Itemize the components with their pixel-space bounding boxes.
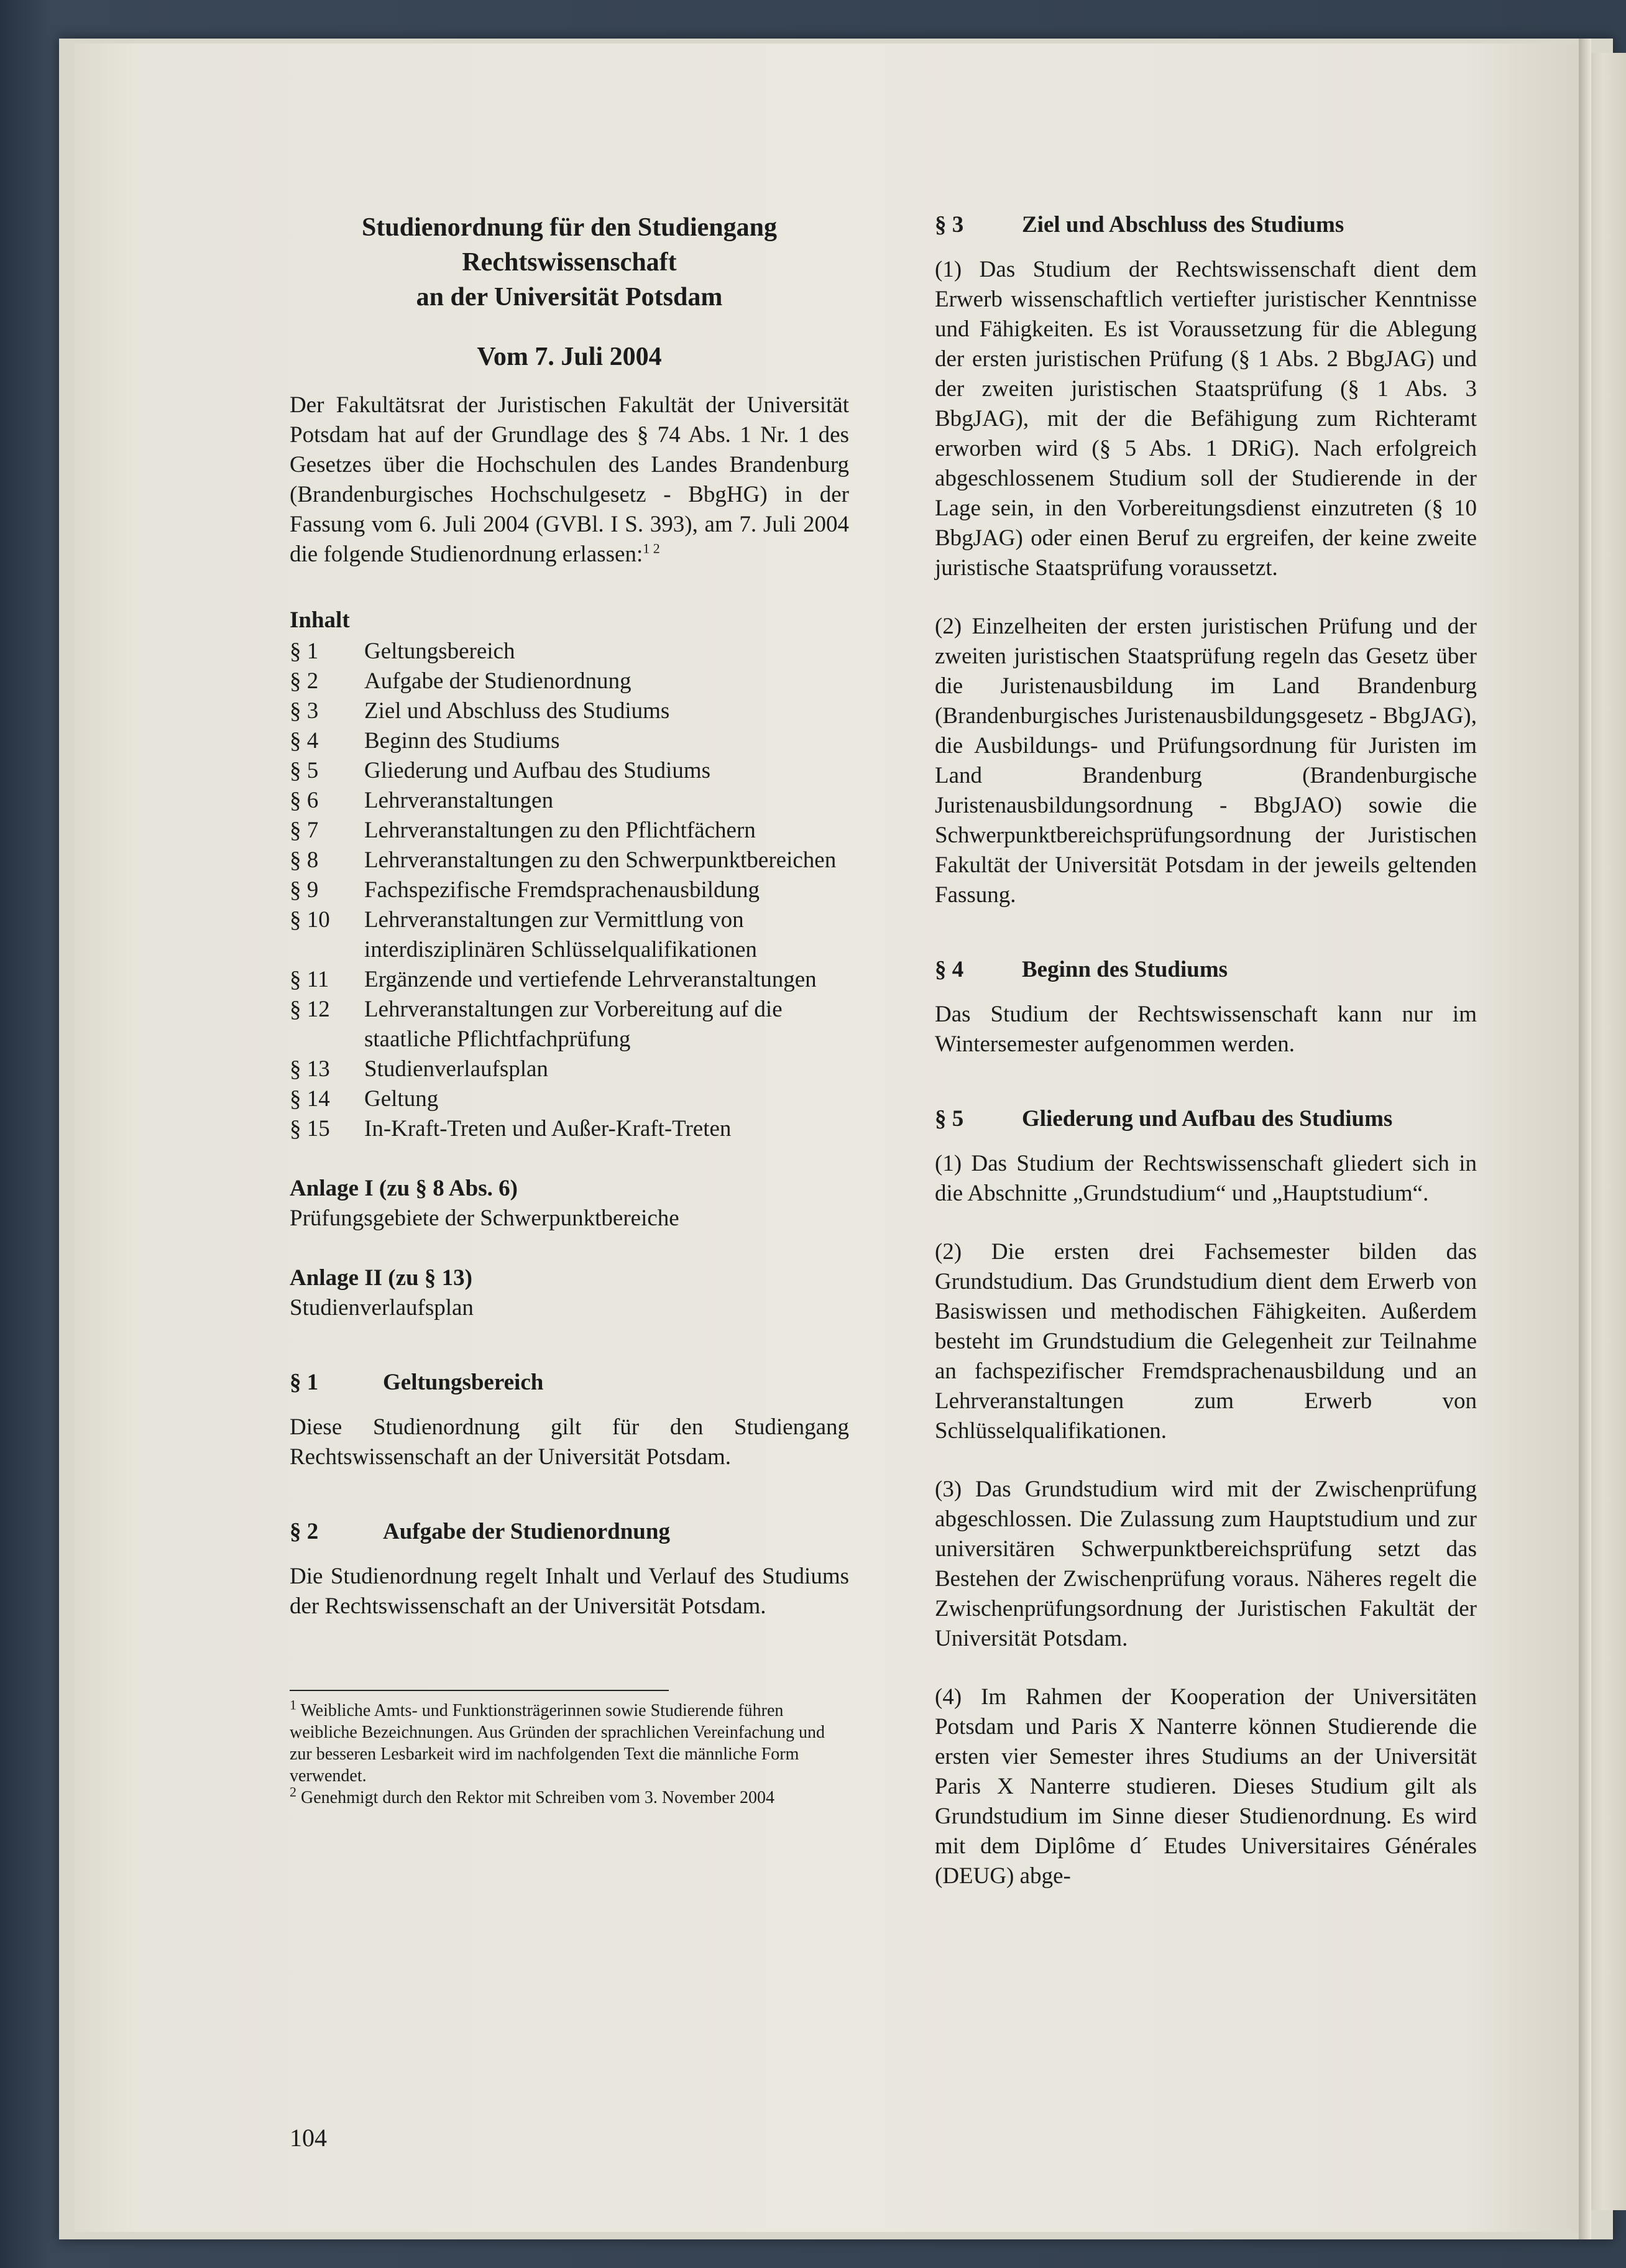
section-title: Beginn des Studiums <box>1022 957 1228 982</box>
toc-item <box>290 1114 849 1144</box>
footnote-mark: 2 <box>290 1784 296 1800</box>
toc-item-number: § 11 <box>290 967 329 992</box>
toc-item-number: § 1 <box>290 638 319 664</box>
toc-item <box>290 696 849 726</box>
section-1-text: Diese Studienordnung gilt für den Studiengang Rechtswissenschaft an der Universität Potsdam. <box>290 1414 849 1470</box>
toc-item-number: § 10 <box>290 907 330 933</box>
section-5-heading <box>935 1104 1477 1134</box>
section-title: Aufgabe der Studienordnung <box>383 1519 670 1544</box>
toc-item-number: § 13 <box>290 1056 330 1082</box>
toc-item <box>290 995 849 1054</box>
toc-item-number: § 8 <box>290 847 319 873</box>
toc-item-title: Lehrveranstaltungen <box>364 788 554 813</box>
toc-item-number: § 14 <box>290 1086 330 1112</box>
section-number: § 4 <box>935 957 964 982</box>
toc-item <box>290 816 849 846</box>
annex-2-subtitle: Studienverlaufsplan <box>290 1295 474 1321</box>
toc-heading: Inhalt <box>290 607 350 633</box>
section-3-paragraph-1: (1) Das Studium der Rechtswissenschaft dient dem Erwerb wissenschaftlich vertiefter juristischer Kenntnisse und Fähigkeiten. Es ist Voraussetzung für die Ablegung der ersten juristischen Prüfung (§ 1 Abs. 2 BbgJAG) und der zweiten juristischen Staatsprüfung (§ 1 Abs. 3 BbgJAG), mit der die Befähigung zum Richteramt erworben wird (§ 5 Abs. 1 DRiG). Nach erfolgreich abgeschlossenem Studium soll der Studierende in der Lage sein, in den Vorbereitungsdienst einzutreten (§ 10 BbgJAG) oder einen Beruf zu ergreifen, der keine zweite juristische Staatsprüfung voraussetzt. <box>935 257 1477 581</box>
footnote-1 <box>290 1697 849 1787</box>
annex-2-title: Anlage II (zu § 13) <box>290 1265 472 1291</box>
toc-item <box>290 1084 849 1114</box>
toc-item-number: § 9 <box>290 877 319 903</box>
annex-1-subtitle: Prüfungsgebiete der Schwerpunktbereiche <box>290 1205 679 1231</box>
page-number: 104 <box>290 2124 327 2152</box>
section-2-heading <box>290 1517 849 1547</box>
right-column <box>935 210 1477 1891</box>
toc-item <box>290 905 849 965</box>
toc-item <box>290 756 849 786</box>
section-number: § 2 <box>290 1519 319 1544</box>
section-number: § 5 <box>935 1106 964 1132</box>
toc-item-title: Fachspezifische Fremdsprachenausbildung <box>364 877 760 903</box>
toc-item-number: § 4 <box>290 728 319 754</box>
section-5-paragraph-1: (1) Das Studium der Rechtswissenschaft gliedert sich in die Abschnitte „Grundstudium“ und „Hauptstudium“. <box>935 1151 1477 1206</box>
section-3-paragraph-2: (2) Einzelheiten der ersten juristischen Prüfung und der zweiten juristischen Staatsprüfung regeln das Gesetz über die Juristenausbildung im Land Brandenburg (Brandenburgisches Juristenausbildungsgesetz - BbgJAG), die Ausbildungs- und Prüfungsordnung für Juristen im Land Brandenburg (Brandenburgische Juristenausbildungsordnung - BbgJAO) sowie die Schwerpunktbereichsprüfungsordnung der Juristischen Fakultät der Universität Potsdam in der jeweils geltenden Fassung. <box>935 614 1477 908</box>
section-2-text: Die Studienordnung regelt Inhalt und Verlauf des Studiums der Rechtswissenschaft an der Universität Potsdam. <box>290 1564 849 1619</box>
section-number: § 3 <box>935 212 964 237</box>
toc-item-title: Lehrveranstaltungen zur Vermittlung von interdisziplinären Schlüsselqualifikationen <box>364 907 757 962</box>
section-5-paragraph-4: (4) Im Rahmen der Kooperation der Universitäten Potsdam und Paris X Nanterre können Studierende die ersten vier Semester ihres Studiums an der Universität Paris X Nanterre studieren. Dieses Studium gilt als Grundstudium im Sinne dieser Studienordnung. Es wird mit dem Diplôme d´ Etudes Universitaires Générales (DEUG) abge- <box>935 1684 1477 1889</box>
toc-item <box>290 875 849 905</box>
toc-item-number: § 7 <box>290 818 319 843</box>
toc-item <box>290 726 849 756</box>
toc-item <box>290 637 849 666</box>
toc-item <box>290 786 849 816</box>
toc-item <box>290 846 849 875</box>
preamble-footnote-marks: 1 2 <box>643 540 660 556</box>
document-date: Vom 7. Juli 2004 <box>477 343 662 371</box>
document-title: Studienordnung für den Studiengang Rechtswissenschaft an der Universität Potsdam <box>362 213 777 311</box>
toc-item-title: Gliederung und Aufbau des Studiums <box>364 758 711 783</box>
section-4-text: Das Studium der Rechtswissenschaft kann nur im Wintersemester aufgenommen werden. <box>935 1002 1477 1057</box>
toc-item-number: § 15 <box>290 1116 330 1141</box>
toc-item-title: In-Kraft-Treten und Außer-Kraft-Treten <box>364 1116 732 1141</box>
toc-item-title: Ziel und Abschluss des Studiums <box>364 698 670 724</box>
toc-item-number: § 3 <box>290 698 319 724</box>
toc-item-title: Lehrveranstaltungen zu den Schwerpunktbereichen <box>364 847 837 873</box>
footnote-text: Genehmigt durch den Rektor mit Schreiben vom 3. November 2004 <box>301 1788 775 1807</box>
section-1-heading <box>290 1368 849 1398</box>
toc-item-number: § 5 <box>290 758 319 783</box>
section-title: Ziel und Abschluss des Studiums <box>1022 212 1344 237</box>
toc-item-number: § 2 <box>290 668 319 694</box>
toc-item <box>290 965 849 995</box>
toc-item-number: § 6 <box>290 788 319 813</box>
footnote-2 <box>290 1784 849 1809</box>
toc-item-title: Studienverlaufsplan <box>364 1056 548 1082</box>
footnote-text: Weibliche Amts- und Funktionsträgerinnen sowie Studierende führen weibliche Bezeichnungen. Aus Gründen der sprachlichen Vereinfachung und zur besseren Lesbarkeit wird im nachfolgenden Text die männliche Form verwendet. <box>290 1701 825 1786</box>
section-title: Gliederung und Aufbau des Studiums <box>1022 1106 1393 1132</box>
section-number: § 1 <box>290 1370 319 1395</box>
toc-item-title: Aufgabe der Studienordnung <box>364 668 632 694</box>
left-column <box>290 210 849 1809</box>
toc-item-title: Ergänzende und vertiefende Lehrveranstaltungen <box>364 967 817 992</box>
section-5-paragraph-2: (2) Die ersten drei Fachsemester bilden das Grundstudium. Das Grundstudium dient dem Erwerb von Basiswissen und methodischen Fähigkeiten. Außerdem besteht im Grundstudium die Gelegenheit zur Teilnahme an fachspezifischer Fremdsprachenausbildung und an Lehrveranstaltungen zum Erwerb von Schlüsselqualifikationen. <box>935 1239 1477 1444</box>
toc-item-title: Lehrveranstaltungen zu den Pflichtfächern <box>364 818 756 843</box>
preamble <box>290 390 849 569</box>
toc-item <box>290 666 849 696</box>
toc-item-number: § 12 <box>290 997 330 1022</box>
section-4-heading <box>935 955 1477 985</box>
table-of-contents <box>290 637 849 1144</box>
toc-item <box>290 1054 849 1084</box>
toc-item-title: Lehrveranstaltungen zur Vorbereitung auf die staatliche Pflichtfachprüfung <box>364 997 783 1052</box>
toc-item-title: Beginn des Studiums <box>364 728 560 754</box>
footnote-divider <box>290 1690 669 1691</box>
footnote-mark: 1 <box>290 1697 296 1713</box>
section-3-heading <box>935 210 1477 240</box>
toc-item-title: Geltungsbereich <box>364 638 515 664</box>
annex-1-title: Anlage I (zu § 8 Abs. 6) <box>290 1176 518 1201</box>
section-5-paragraph-3: (3) Das Grundstudium wird mit der Zwischenprüfung abgeschlossen. Die Zulassung zum Hauptstudium und zur universitären Schwerpunktbereichsprüfung setzt das Bestehen der Zwischenprüfung voraus. Näheres regelt die Zwischenprüfungsordnung der Juristischen Fakultät der Universität Potsdam. <box>935 1477 1477 1651</box>
preamble-text: Der Fakultätsrat der Juristischen Fakultät der Universität Potsdam hat auf der Grundlage des § 74 Abs. 1 Nr. 1 des Gesetzes über die Hochschulen des Landes Brandenburg (Brandenburgisches Hochschulgesetz - BbgHG) in der Fassung vom 6. Juli 2004 (GVBl. I S. 393), am 7. Juli 2004 die folgende Studienordnung erlassen: <box>290 392 849 567</box>
section-title: Geltungsbereich <box>383 1370 544 1395</box>
toc-item-title: Geltung <box>364 1086 439 1112</box>
